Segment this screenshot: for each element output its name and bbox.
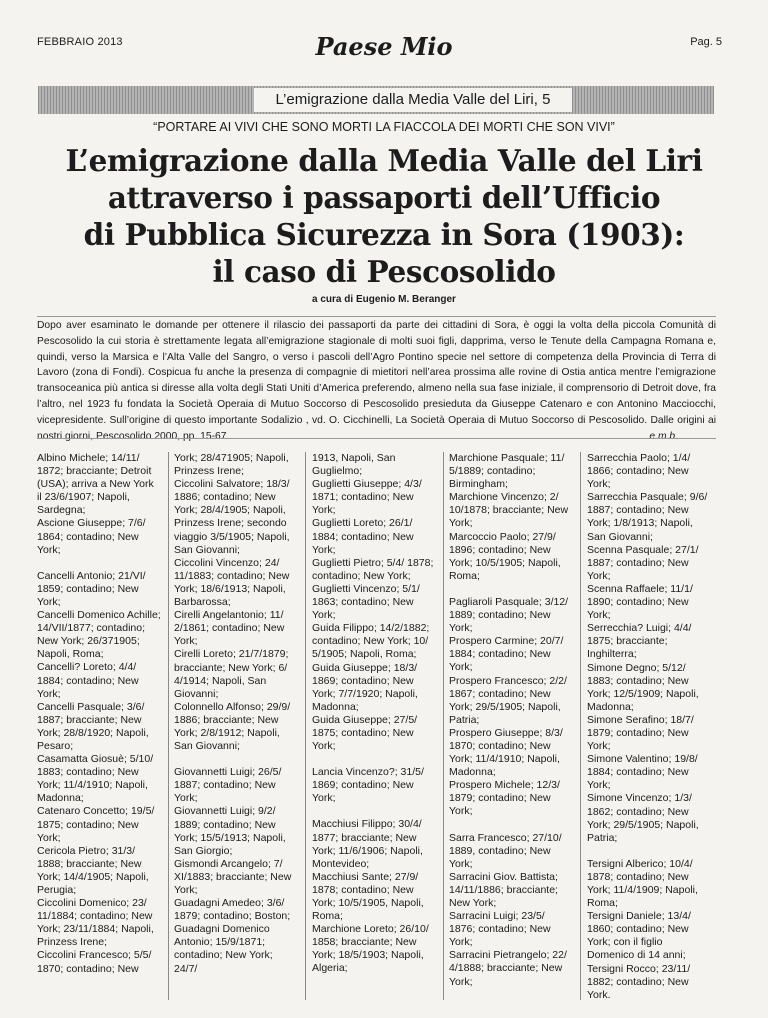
passport-entry: Marcoccio Paolo; 27/9/ 1896; contadino; New York; 10/5/1905; Napoli, Roma;	[449, 530, 561, 582]
passport-entry: Marchione Loreto; 26/10/ 1858; bracciante; New York; 18/5/1903; Napoli, Algeria;	[312, 923, 429, 975]
passport-entry: Albino Michele; 14/11/ 1872; bracciante; Detroit (USA); arriva a New York il 23/6/1907; Napoli, Sardegna;	[37, 452, 154, 517]
passport-entry: Lancia Vincenzo?; 31/5/ 1869; contadino; New York;	[312, 766, 424, 805]
passport-entry: Gismondi Arcangelo; 7/ XI/1883; bracciante; New York;	[174, 857, 292, 896]
passport-entry: Cirelli Angelantonio; 11/ 2/1861; contadino; New York;	[174, 609, 285, 648]
passport-entry: Tersigni Alberico; 10/4/ 1878; contadino; New York; 11/4/1909; Napoli, Roma;	[587, 857, 698, 910]
show-through-text	[600, 245, 730, 279]
passport-entry: Colonnello Alfonso; 29/9/ 1886; bracciante; New York; 2/8/1912; Napoli, San Giovanni;	[174, 700, 291, 753]
divider-rule	[37, 438, 716, 439]
passport-entry: Scenna Raffaele; 11/1/ 1890; contadino; New York;	[587, 582, 693, 622]
issue-date: FEBBRAIO 2013	[37, 36, 123, 48]
passport-entry: Guida Giuseppe; 18/3/ 1869; contadino; New York; 7/7/1920; Napoli, Madonna;	[312, 661, 418, 713]
passport-entry: Guglietti Giuseppe; 4/3/ 1871; contadino; New York;	[312, 478, 422, 517]
column-divider	[443, 452, 444, 1000]
masthead: Paese Mio	[315, 32, 453, 61]
intro-paragraph	[37, 316, 716, 444]
series-band	[38, 86, 714, 114]
passport-entry: 1913, Napoli, San Guglielmo;	[312, 452, 396, 478]
passport-entry: Guida Filippo; 14/2/1882; contadino; New York; 10/ 5/1905; Napoli, Roma;	[312, 622, 430, 661]
passport-entry: Marchione Vincenzo; 2/ 10/1878; bracciante; New York;	[449, 491, 569, 530]
passport-entry: Cancelli Domenico Achille; 14/VII/1877; contadino; New York; 26/371905; Napoli, Roma;	[37, 609, 161, 661]
passport-entry: Prospero Carmine; 20/7/ 1884; contadino; New York;	[449, 635, 564, 674]
passport-entry: Simone Degno; 5/12/ 1883; contadino; New York; 12/5/1909; Napoli, Madonna;	[587, 661, 699, 713]
show-through-text	[40, 245, 190, 279]
passport-entry: Cancelli Pasquale; 3/6/ 1887; bracciante; New York; 28/8/1920; Napoli, Pesaro;	[37, 700, 149, 752]
entries-column-1	[37, 452, 161, 976]
column-divider	[580, 452, 581, 1000]
passport-entry: Cericola Pietro; 31/3/ 1888; bracciante; New York; 14/4/1905; Napoli, Perugia;	[37, 844, 149, 896]
passport-entry: Sarracini Pietrangelo; 22/ 4/1888; bracciante; New York;	[449, 949, 567, 988]
passport-entry: Ciccolini Domenico; 23/ 11/1884; contadino; New York; 23/11/1884; Napoli, Prinzess Irene;	[37, 897, 154, 949]
article-title-line: il caso di Pescosolido	[212, 254, 556, 289]
passport-entry: Guadagni Amedeo; 3/6/ 1879; contadino; Boston;	[174, 897, 291, 923]
intro-signature: e.m.b.	[649, 430, 678, 442]
passport-entry: Tersigni Daniele; 13/4/ 1860; contadino; New York; con il figlio Domenico di 14 anni;	[587, 910, 691, 962]
entries-column-4	[449, 452, 573, 989]
passport-entry: Scenna Pasquale; 27/1/ 1887; contadino; New York;	[587, 543, 699, 582]
passport-entry: Guglietti Vincenzo; 5/1/ 1863; contadino; New York;	[312, 582, 420, 622]
series-band-label: L’emigrazione dalla Media Valle del Liri, 5	[254, 88, 572, 112]
passport-entry: Simone Valentino; 19/8/ 1884; contadino; New York;	[587, 753, 698, 792]
passport-entry: Catenaro Concetto; 19/5/ 1875; contadino; New York;	[37, 805, 155, 844]
page-number: Pag. 5	[690, 36, 722, 48]
column-divider	[168, 452, 169, 1000]
passport-entry: Sarrecchia Pasquale; 9/6/ 1887; contadino; New York; 1/8/1913; Napoli, San Giovanni;	[587, 491, 708, 543]
passport-entry: York; 28/471905; Napoli, Prinzess Irene;	[174, 452, 289, 478]
passport-entry: Prospero Francesco; 2/2/ 1867; contadino; New York; 29/5/1905; Napoli, Patria;	[449, 674, 567, 726]
passport-entry: Macchiusi Sante; 27/9/ 1878; contadino; New York; 10/5/1905, Napoli, Roma;	[312, 870, 424, 923]
passport-entry: Cancelli Antonio; 21/VI/ 1859; contadino; New York;	[37, 569, 146, 608]
passport-entry: Macchiusi Filippo; 30/4/ 1877; bracciante; New York; 11/6/1906; Napoli, Montevideo;	[312, 818, 423, 870]
byline: a cura di Eugenio M. Beranger	[312, 294, 456, 305]
passport-entry: Prospero Michele; 12/3/ 1879; contadino; New York;	[449, 779, 560, 818]
passport-entry: Prospero Giuseppe; 8/3/ 1870; contadino; New York; 11/4/1910; Napoli, Madonna;	[449, 726, 563, 779]
passport-entry: Guadagni Domenico Antonio; 15/9/1871; contadino; New York; 24/7/	[174, 923, 273, 975]
article-title-line: attraverso i passaporti dell’Ufficio	[107, 180, 661, 215]
passport-entry: Ciccolini Vincenzo; 24/ 11/1883; contadino; New York; 18/6/1913; Napoli, Barbarossa;	[174, 556, 290, 609]
passport-entry: Guglietti Pietro; 5/4/ 1878; contadino; New York;	[312, 556, 434, 582]
passport-entry: Serrecchia? Luigi; 4/4/ 1875; bracciante; Inghilterra;	[587, 622, 692, 661]
column-divider	[305, 452, 306, 1000]
passport-entry: Tersigni Rocco; 23/11/ 1882; contadino; New York.	[587, 962, 691, 1001]
entries-column-2	[174, 452, 298, 976]
passport-entry: Giovannetti Luigi; 26/5/ 1887; contadino; New York;	[174, 766, 282, 805]
passport-entry: Sarracini Giov. Battista; 14/11/1886; bracciante; New York;	[449, 870, 558, 909]
passport-entry: Guglietti Loreto; 26/1/ 1884; contadino; New York;	[312, 517, 414, 556]
article-title-line: L’emigrazione dalla Media Valle del Liri	[65, 143, 703, 178]
passport-entry: Sarra Francesco; 27/10/ 1889, contadino; New York;	[449, 831, 562, 870]
passport-entry: Ascione Giuseppe; 7/6/ 1864; contadino; New York;	[37, 517, 146, 556]
passport-entry: Guida Giuseppe; 27/5/ 1875; contadino; New York;	[312, 713, 418, 753]
passport-entry: Casamatta Giosuè; 5/10/ 1883; contadino; New York; 11/4/1910; Napoli, Madonna;	[37, 753, 154, 805]
article-title-line: di Pubblica Sicurezza in Sora (1903):	[83, 217, 685, 252]
passport-entry: Sarracini Luigi; 23/5/ 1876; contadino; New York;	[449, 910, 551, 949]
entries-column-3	[312, 452, 436, 976]
passport-entry: Simone Serafino; 18/7/ 1879; contadino; New York;	[587, 713, 694, 753]
passport-entry: Pagliaroli Pasquale; 3/12/ 1889; contadino; New York;	[449, 595, 569, 635]
intro-text: Dopo aver esaminato le domande per ottenere il rilascio dei passaporti da parte dei cittadini di Sora, è oggi la volta della piccola Comunità di Pescosolido la cui storia è strettamente legata all’emigrazione stagionale di molti suoi figli, dapprima, verso le Tenute della Campagna Romana e, quindi, verso la Marsica e l’Alta Valle del Sangro, o verso i pascoli dell’Agro Pontino specie nel settore di competenza della Provincia di Terra di Lavoro (zona di Fondi). Cospicua fu anche la presenza di compagnie di mietitori nell’area prossima alle rovine di Ostia antica mentre l’emigrazione transoceanica più antica si diresse alla volta degli Stati Uniti d’America preferendo, almeno nella sua fase iniziale, il comprensorio di Detroit dove, fra l’altro, nel 1923 fu fondata la Società Operaia di Mutuo Soccorso di Pescosolido presieduta da Giuseppe Catenaro e con Antonino Macciocchi, vicepresidente. Sull’origine di questo importante Sodalizio , vd. O. Cicchinelli, La Società Operaia di Mutuo Soccorso di Pescosolido. Dalle origini ai nostri giorni, Pescosolido 2000, pp. 15-67.	[37, 320, 716, 442]
passport-entry: Cirelli Loreto; 21/7/1879; bracciante; New York; 6/ 4/1914; Napoli, San Giovanni;	[174, 648, 289, 700]
passport-entry: Cancelli? Loreto; 4/4/ 1884; contadino; New York;	[37, 661, 139, 700]
passport-entry: Ciccolini Salvatore; 18/3/ 1886; contadino; New York; 28/4/1905; Napoli, Prinzess Irene; secondo viaggio 3/5/1905; Napoli, San Giovanni;	[174, 478, 290, 556]
passport-entry: Marchione Pasquale; 11/ 5/1889; contadino; Birmingham;	[449, 452, 565, 491]
passport-entry: Simone Vincenzo; 1/3/ 1862; contadino; New York; 29/5/1905; Napoli, Patria;	[587, 792, 699, 844]
passport-entry: Sarrecchia Paolo; 1/4/ 1866; contadino; New York;	[587, 452, 691, 491]
passport-entry: Giovannetti Luigi; 9/2/ 1889; contadino; New York; 15/5/1913; Napoli, San Giorgio;	[174, 805, 286, 857]
epigraph-quote: “PORTARE AI VIVI CHE SONO MORTI LA FIACCOLA DEI MORTI CHE SON VIVI”	[153, 120, 615, 134]
passport-entry: Ciccolini Francesco; 5/5/ 1870; contadino; New	[37, 949, 152, 975]
entries-column-5	[587, 452, 711, 1002]
